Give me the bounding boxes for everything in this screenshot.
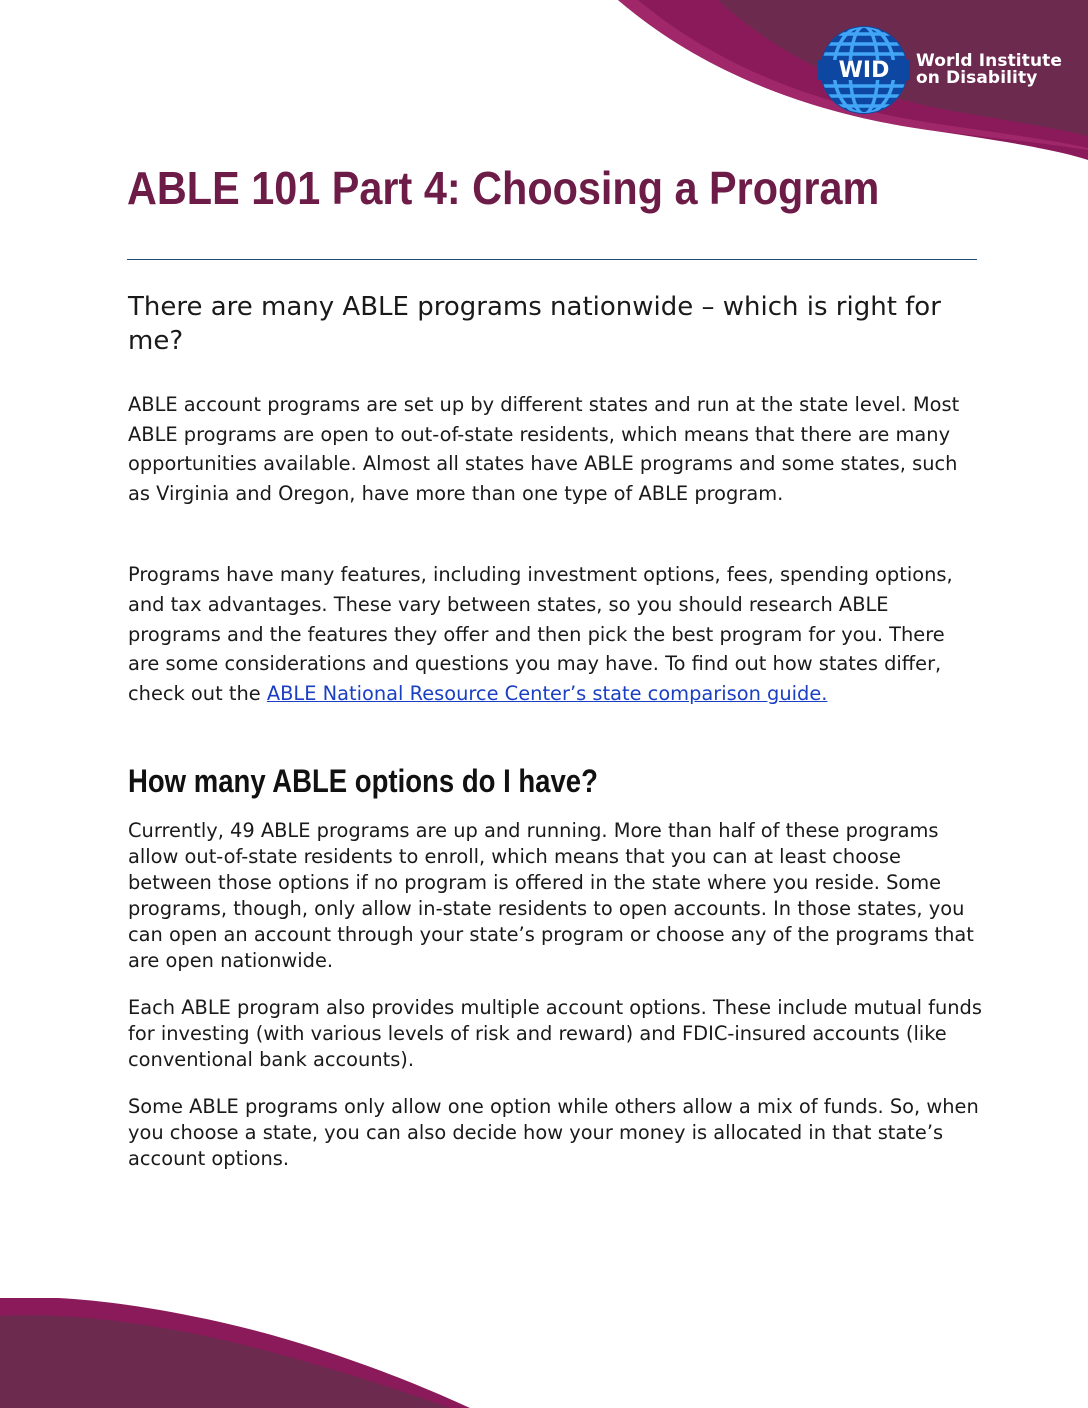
paragraph-program-features	[128, 560, 978, 709]
paragraph-mix-of-funds: Some ABLE programs only allow one option while others allow a mix of funds. So, when you choose a state, you can also decide how your money is allocated in that state’s account options.	[128, 1095, 979, 1171]
page-title: ABLE 101 Part 4: Choosing a Program	[127, 162, 880, 214]
footer-swoosh	[0, 1298, 470, 1408]
org-name-line2: on Disability	[916, 68, 1038, 88]
globe-icon	[818, 24, 910, 116]
page-subtitle: There are many ABLE programs nationwide – which is right for me?	[128, 292, 941, 356]
paragraph-features-text: Programs have many features, including investment options, fees, spending options, and tax advantages. These vary between states, so you should research ABLE programs and the features they offer and then pick the best program for you. There are some considerations and questions you may have. To find out how states differ, check out the	[128, 563, 953, 706]
wid-logo	[818, 24, 1062, 116]
svg-text:WID: WID	[838, 58, 890, 83]
title-divider	[127, 259, 977, 260]
paragraph-state-programs: ABLE account programs are set up by different states and run at the state level. Most ABLE programs are open to out-of-state residents, which means that there are many opportunities available. Almost all states have ABLE programs and some states, such as Virginia and Oregon, have more than one type of ABLE program.	[128, 393, 960, 505]
state-comparison-guide-link[interactable]: ABLE National Resource Center’s state comparison guide.	[266, 682, 828, 706]
paragraph-account-options: Each ABLE program also provides multiple account options. These include mutual funds for investing (with various levels of risk and reward) and FDIC-insured accounts (like conventional bank accounts).	[128, 996, 982, 1072]
section-heading-options: How many ABLE options do I have?	[128, 763, 598, 799]
paragraph-programs-running: Currently, 49 ABLE programs are up and running. More than half of these programs allow out-of-state residents to enroll, which means that you can at least choose between those options if no program is offered in the state where you reside. Some programs, though, only allow in-state residents to open accounts. In those states, you can open an account through your state’s program or choose any of the programs that are open nationwide.	[128, 819, 974, 973]
org-name-line1: World Institute	[916, 51, 1063, 71]
